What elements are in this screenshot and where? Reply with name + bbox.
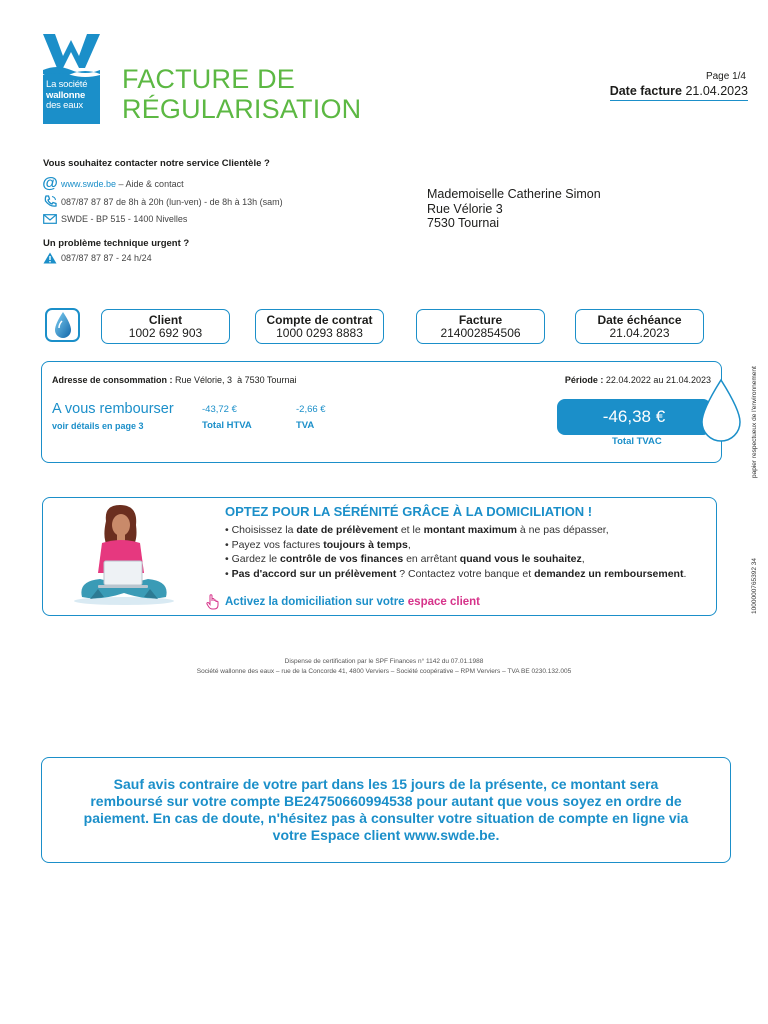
addressee-city: 7530 Tournai — [427, 216, 500, 230]
water-drop-icon — [53, 312, 73, 339]
urgent-line — [43, 251, 152, 264]
activate-direct-debit-link[interactable] — [206, 594, 480, 610]
swde-logo-icon — [43, 34, 100, 78]
urgent-phone: 087/87 87 87 - 24 h/24 — [61, 252, 152, 263]
promo-title: OPTEZ POUR LA SÉRÉNITÉ GRÂCE À LA DOMICILIATION ! — [225, 504, 593, 519]
urgent-question: Un problème technique urgent ? — [43, 238, 190, 249]
page-number: Page 1/4 — [705, 71, 746, 82]
invoice-date — [610, 84, 748, 101]
water-drop-badge — [45, 308, 80, 342]
logo-line: wallonne — [46, 89, 86, 101]
contract-value: 1000 0293 8883 — [276, 326, 363, 340]
htva-amount: -43,72 € — [202, 404, 237, 415]
b3d: quand vous le souhaitez — [459, 553, 582, 565]
contact-web-line — [42, 174, 184, 192]
swde-logo — [43, 34, 100, 124]
document-title — [122, 64, 361, 124]
b1d: montant maximum — [423, 524, 517, 536]
client-box — [101, 309, 230, 344]
water-drop-decoration-icon — [698, 378, 744, 444]
invoice-box — [416, 309, 545, 344]
b2a: Payez vos factures — [231, 539, 324, 551]
b3c: en arrêtant — [403, 553, 460, 565]
woman-laptop-illustration — [68, 503, 180, 607]
reference-code: 1000000765392 34 — [751, 557, 758, 614]
consumption-address-value: Rue Vélorie, 3 à 7530 Tournai — [172, 375, 297, 385]
consumption-address-label: Adresse de consommation : — [52, 375, 173, 385]
period — [565, 375, 711, 385]
details-link: voir détails en page 3 — [52, 421, 144, 431]
contact-phone-line — [43, 195, 283, 208]
b2b: toujours à temps — [323, 539, 408, 551]
at-icon: @ — [42, 174, 58, 192]
b1a: Choisissez la — [231, 524, 297, 536]
due-date-value: 21.04.2023 — [609, 326, 670, 340]
legal-line-2: Société wallonne des eaux – rue de la Concorde 41, 4800 Verviers – Société coopérative – RPM Verviers – TVA BE 0230.132.005 — [196, 668, 572, 675]
client-label: Client — [148, 313, 183, 327]
total-label: Total TVAC — [612, 436, 662, 447]
phone-text: 087/87 87 87 de 8h à 20h (lun-ven) - de 8h à 13h (sam) — [61, 196, 283, 207]
promo-bullet-4: • Pas d'accord sur un prélèvement ? Contactez votre banque et demandez un remboursement. — [225, 568, 687, 580]
b2c: , — [407, 539, 411, 551]
refund-notice: Sauf avis contraire de votre part dans les 15 jours de la présente, ce montant sera remboursé sur votre compte BE24750660994538 pour autant que vous soyez en ordre de paiement. En cas de doute, n'hésitez pas à consulter votre situation de compte en ligne via votre Espace client www.swde.be. — [41, 757, 731, 863]
b4d: . — [683, 568, 687, 580]
invoice-date-label: Date facture — [609, 84, 682, 98]
due-date-label: Date échéance — [597, 313, 682, 327]
contact-mail-line — [43, 212, 187, 225]
title-line-1: FACTURE DE — [122, 64, 296, 94]
promo-bullet-1: • Choisissez la date de prélèvement et le montant maximum à ne pas dépasser, — [225, 524, 609, 536]
invoice-label: Facture — [458, 313, 503, 327]
hand-pointer-icon — [206, 594, 220, 610]
client-space-link[interactable]: espace client — [407, 596, 481, 608]
warning-icon — [43, 251, 57, 264]
b3e: , — [581, 553, 585, 565]
promo-bullet-3: • Gardez le contrôle de vos finances en arrêtant quand vous le souhaitez, — [225, 553, 585, 565]
addressee-street: Rue Vélorie 3 — [427, 201, 503, 216]
b3b: contrôle de vos finances — [280, 553, 404, 565]
b4c: demandez un remboursement — [534, 568, 684, 580]
promo-bullet-2: • Payez vos factures toujours à temps, — [225, 539, 411, 551]
b1c: et le — [397, 524, 424, 536]
tva-label: TVA — [296, 420, 315, 431]
contract-box — [255, 309, 384, 344]
addressee-block — [427, 187, 601, 231]
logo-text-box — [43, 78, 100, 124]
b1b: date de prélèvement — [296, 524, 398, 536]
b4a: Pas d'accord sur un prélèvement — [231, 568, 397, 580]
addressee-name: Mademoiselle Catherine Simon — [427, 187, 601, 201]
activate-text: Activez la domiciliation sur votre — [225, 596, 408, 608]
invoice-date-value: 21.04.2023 — [685, 84, 748, 98]
phone-icon — [43, 195, 57, 208]
consumption-address — [52, 375, 296, 385]
web-suffix: – Aide & contact — [116, 178, 184, 189]
title-line-2: RÉGULARISATION — [122, 94, 362, 124]
period-label: Période : — [564, 375, 604, 385]
contact-question: Vous souhaitez contacter notre service Clientèle ? — [43, 158, 270, 169]
mail-text: SWDE - BP 515 - 1400 Nivelles — [61, 213, 188, 224]
period-value: 22.04.2022 au 21.04.2023 — [603, 375, 711, 385]
legal-line-1: Dispense de certification par le SPF Finances n° 1142 du 07.01.1988 — [284, 658, 484, 665]
refund-heading: A vous rembourser — [52, 401, 174, 417]
contract-label: Compte de contrat — [266, 313, 373, 327]
b4b: ? Contactez votre banque et — [396, 568, 535, 580]
web-link[interactable]: www.swde.be — [61, 178, 117, 189]
tva-amount: -2,66 € — [296, 404, 326, 415]
due-date-box — [575, 309, 704, 344]
client-value: 1002 692 903 — [128, 326, 203, 340]
mail-icon — [43, 212, 57, 225]
eco-paper-note: papier respectueux de l'environnement — [751, 366, 758, 478]
invoice-value: 214002854506 — [440, 326, 521, 340]
htva-label: Total HTVA — [202, 420, 252, 431]
b3a: Gardez le — [231, 553, 281, 565]
logo-line: La société — [46, 79, 88, 90]
logo-line: des eaux — [46, 100, 83, 111]
total-amount: -46,38 € — [557, 399, 711, 435]
b1e: à ne pas dépasser, — [516, 524, 609, 536]
